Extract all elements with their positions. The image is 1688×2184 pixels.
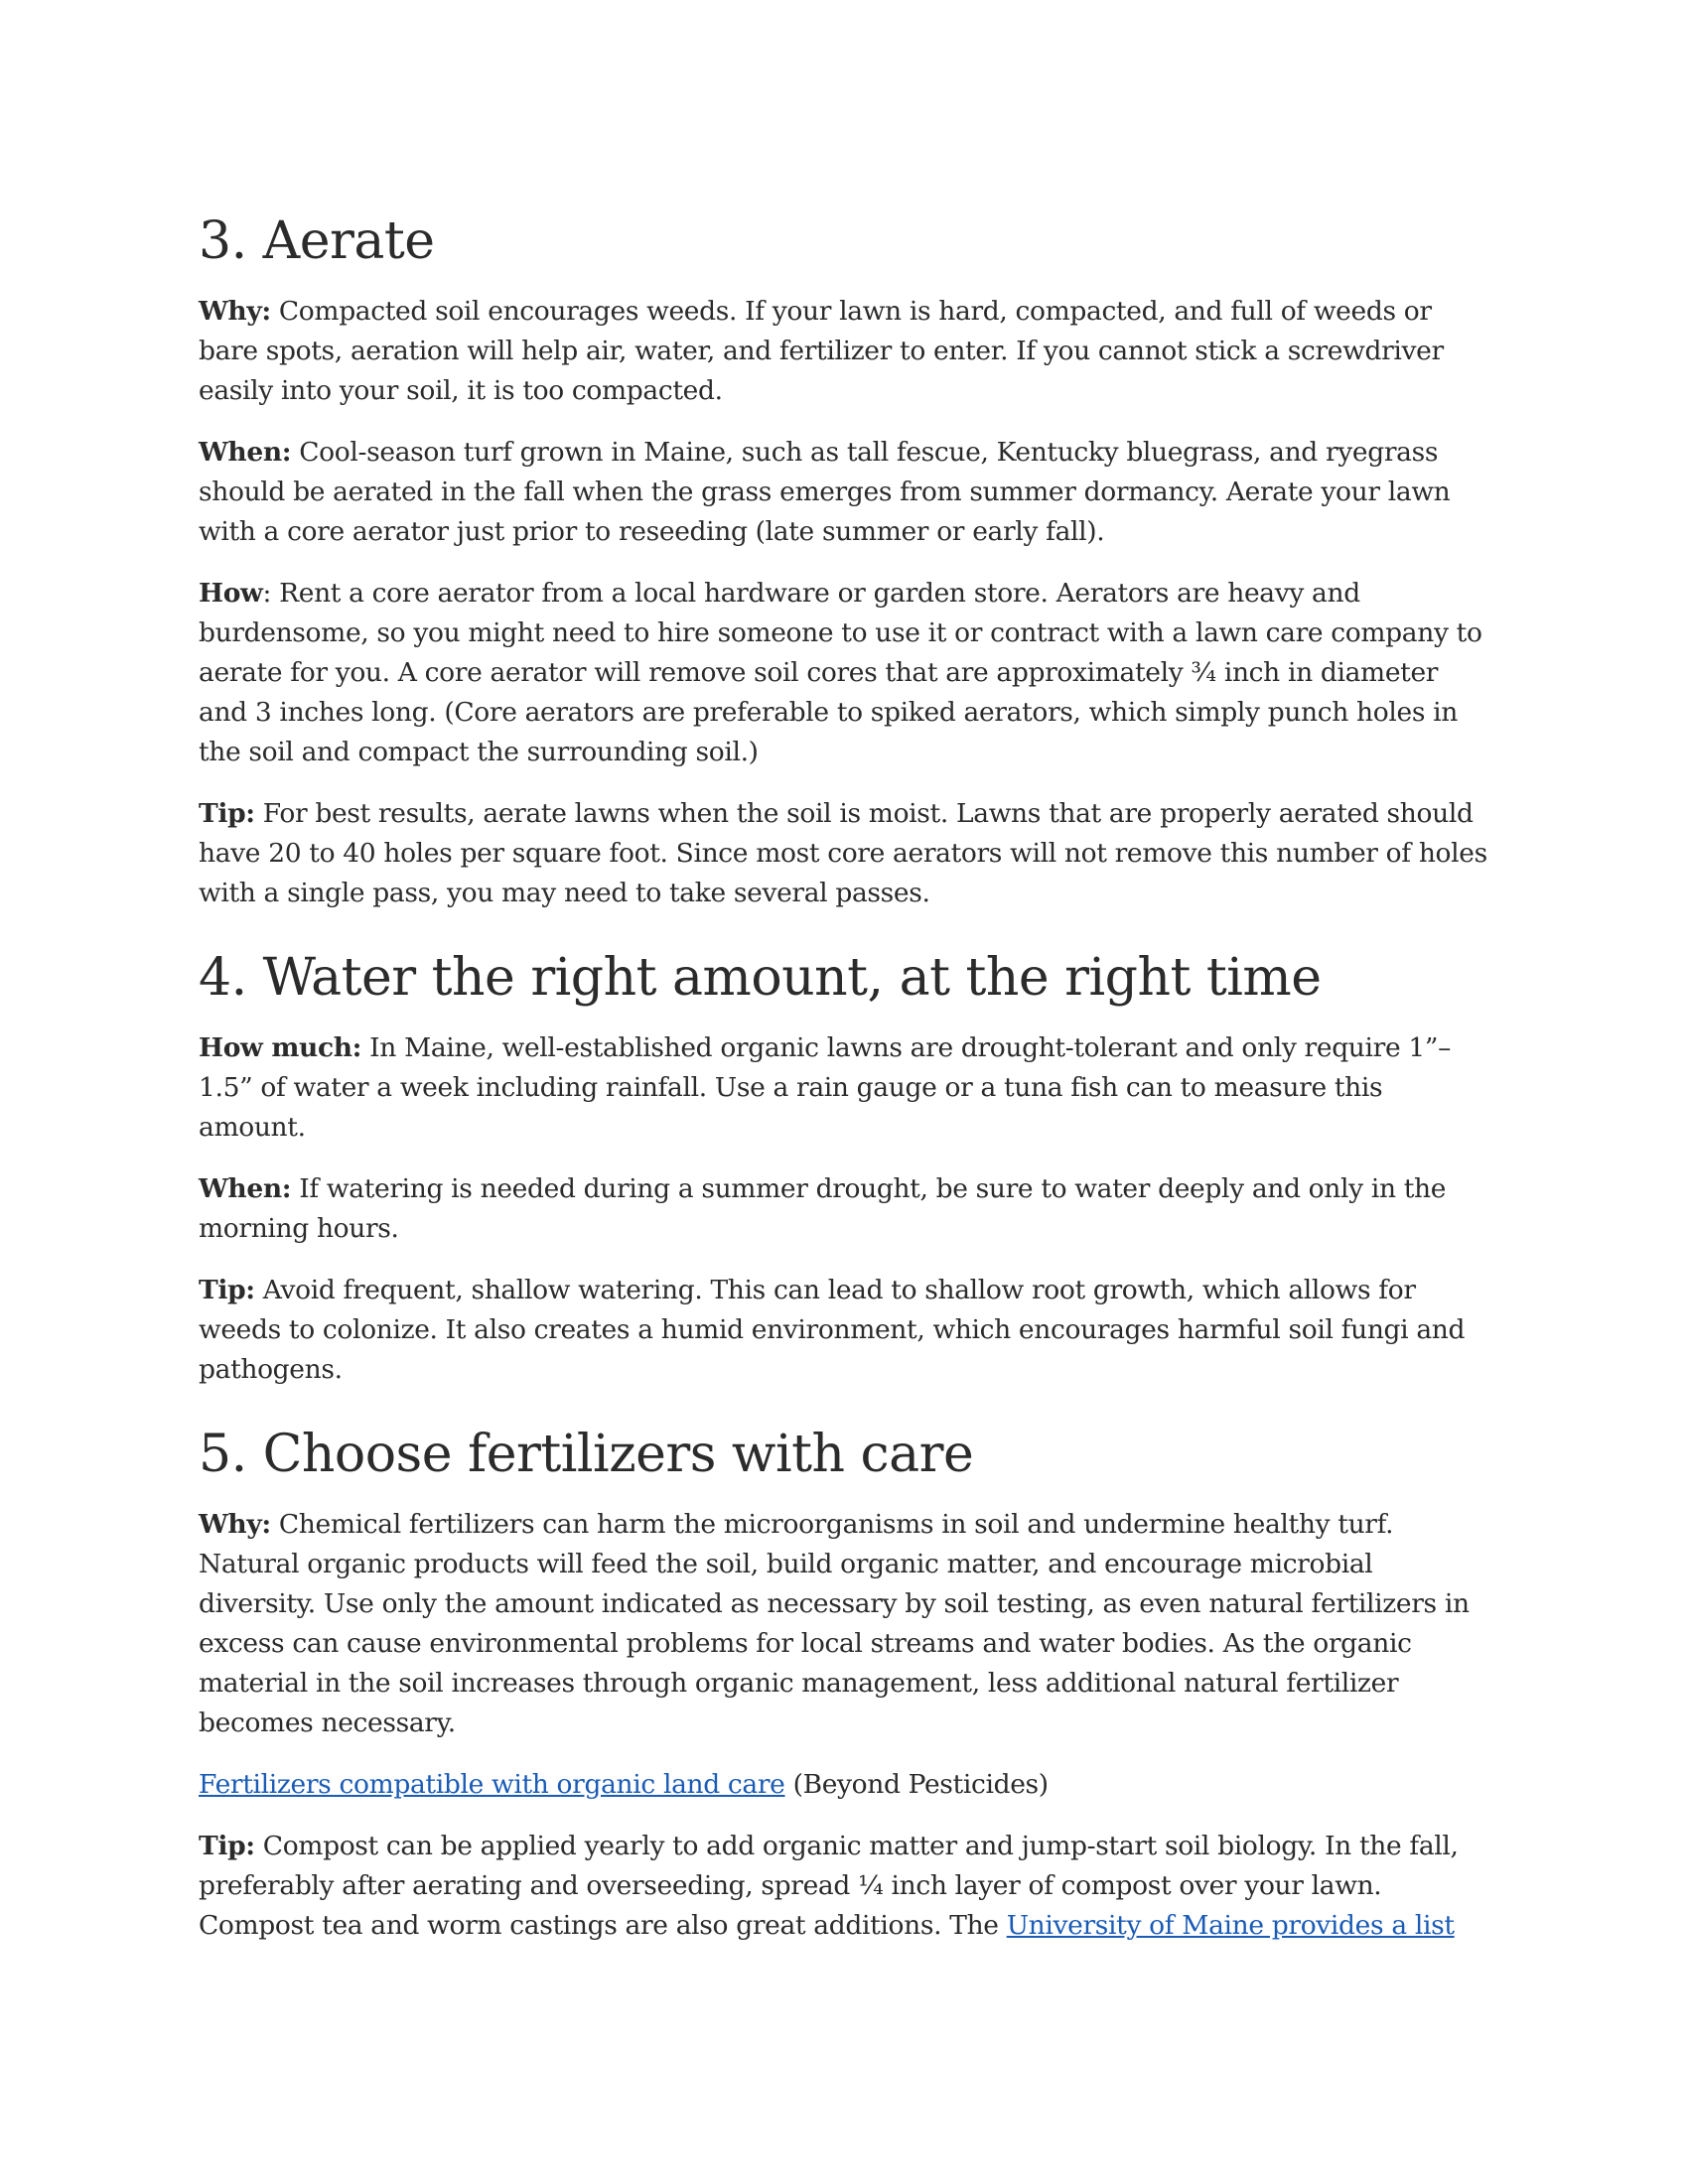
- paragraph-when: [199, 1169, 1489, 1249]
- paragraph-label: When:: [199, 437, 292, 468]
- section-heading: 3. Aerate: [199, 211, 435, 271]
- document-page: [199, 206, 1489, 1976]
- paragraph-label: How much:: [199, 1032, 362, 1063]
- paragraph-label: Why:: [199, 1509, 271, 1540]
- paragraph-text: Avoid frequent, shallow watering. This can lead to shallow root growth, which allows for weeds to colonize. It also creates a humid environment, which encourages harmful soil fungi and pathogens.: [199, 1275, 1466, 1385]
- fertilizers-link[interactable]: Fertilizers compatible with organic land care: [199, 1769, 785, 1800]
- paragraph-label: How: [199, 578, 263, 609]
- paragraph-tip: [199, 1827, 1489, 1946]
- paragraph-tip: [199, 794, 1489, 913]
- paragraph-label: Tip:: [199, 1831, 255, 1861]
- paragraph-how: [199, 574, 1489, 772]
- link-suffix: (Beyond Pesticides): [784, 1769, 1049, 1800]
- paragraph-why: [199, 1505, 1489, 1743]
- paragraph-text: Compacted soil encourages weeds. If your lawn is hard, compacted, and full of weeds or bare spots, aeration will help air, water, and fertilizer to enter. If you cannot stick a screwdriver easily into your soil, it is too compacted.: [199, 296, 1444, 406]
- paragraph-tip: [199, 1271, 1489, 1390]
- paragraph-text: : Rent a core aerator from a local hardware or garden store. Aerators are heavy and burdensome, so you might need to hire someone to use it or contract with a lawn care company to aerate for you. A core aerator will remove soil cores that are approximately ¾ inch in diameter and 3 inches long. (Core aerators are preferable to spiked aerators, which simply punch holes in the soil and compact the surrounding soil.): [199, 578, 1482, 767]
- section-heading: 4. Water the right amount, at the right time: [199, 948, 1322, 1008]
- section-heading: 5. Choose fertilizers with care: [199, 1425, 974, 1484]
- paragraph-label: When:: [199, 1173, 292, 1204]
- paragraph-label: Tip:: [199, 1275, 255, 1305]
- paragraph-when: [199, 433, 1489, 552]
- paragraph-text: Chemical fertilizers can harm the microorganisms in soil and undermine healthy turf. Natural organic products will feed the soil, build organic matter, and encourage microbial diversity. Use only the amount indicated as necessary by soil testing, as even natural fertilizers in excess can cause environmental problems for local streams and water bodies. As the organic material in the soil increases through organic management, less additional natural fertilizer becomes necessary.: [199, 1509, 1470, 1738]
- paragraph-label: Why:: [199, 296, 271, 327]
- paragraph-why: [199, 292, 1489, 411]
- section-water: [199, 943, 1489, 1390]
- paragraph-text: For best results, aerate lawns when the soil is moist. Lawns that are properly aerated should have 20 to 40 holes per square foot. Since most core aerators will not remove this number of holes with a single pass, you may need to take several passes.: [199, 798, 1487, 908]
- paragraph-text: Cool-season turf grown in Maine, such as tall fescue, Kentucky bluegrass, and ryegrass should be aerated in the fall when the grass emerges from summer dormancy. Aerate your lawn with a core aerator just prior to reseeding (late summer or early fall).: [199, 437, 1451, 547]
- paragraph-text: Compost can be applied yearly to add organic matter and jump-start soil biology. In the fall, preferably after aerating and overseeding, spread ¼ inch layer of compost over your lawn. Compost tea and worm castings are also great additions. The: [199, 1831, 1459, 1941]
- section-fertilizers: [199, 1420, 1489, 1946]
- paragraph-label: Tip:: [199, 798, 255, 829]
- paragraph-link-line: [199, 1765, 1489, 1805]
- paragraph-text: If watering is needed during a summer drought, be sure to water deeply and only in the morning hours.: [199, 1173, 1447, 1244]
- paragraph-text: In Maine, well-established organic lawns are drought-tolerant and only require 1”–1.5” of water a week including rainfall. Use a rain gauge or a tuna fish can to measure this amount.: [199, 1032, 1451, 1143]
- university-of-maine-link[interactable]: University of Maine provides a list: [1006, 1910, 1455, 1941]
- section-aerate: [199, 206, 1489, 913]
- paragraph-how-much: [199, 1028, 1489, 1148]
